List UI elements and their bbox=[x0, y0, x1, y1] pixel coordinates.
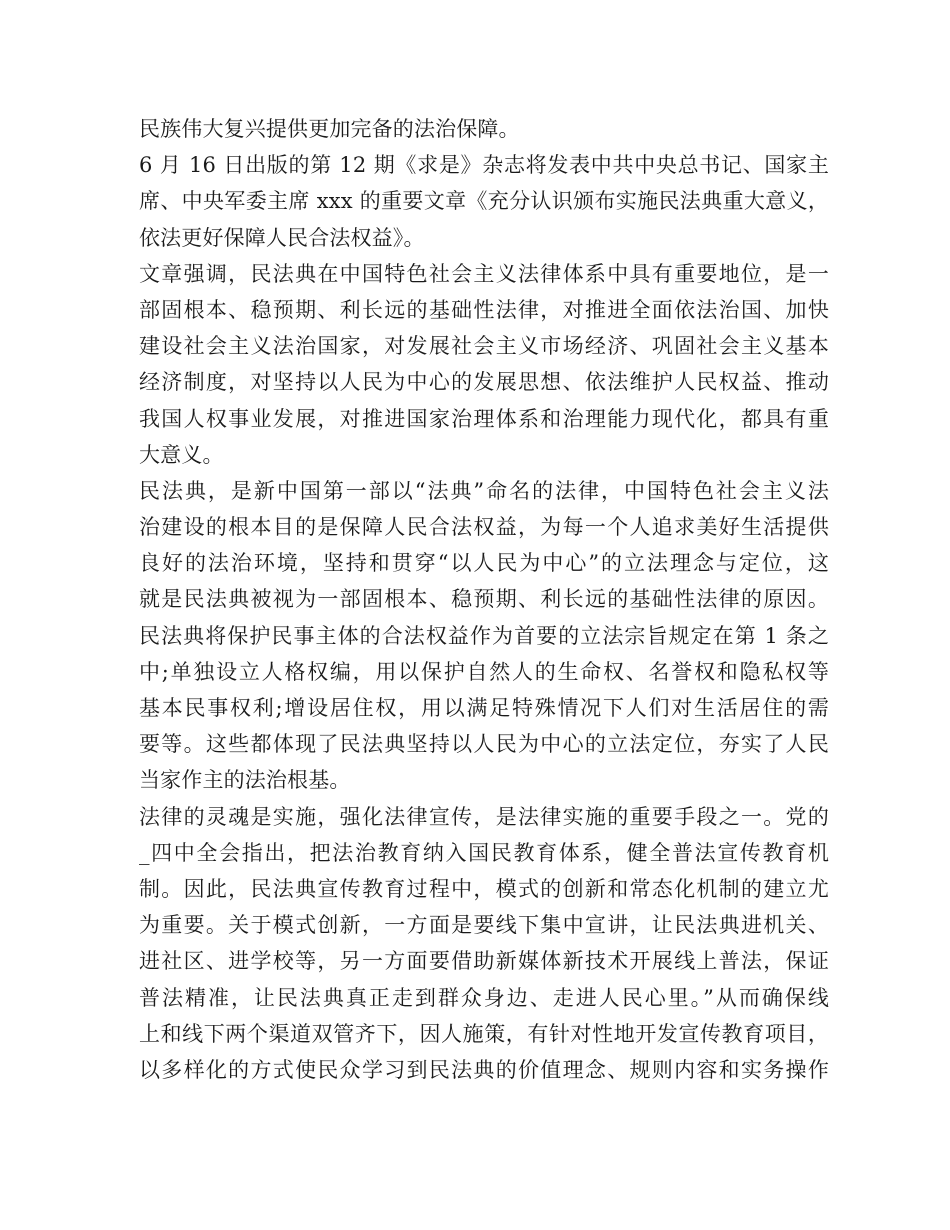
text-line: 进社区、进学校等，另一方面要借助新媒体新技术开展线上普法，保证 bbox=[139, 949, 829, 974]
text-line: 我国人权事业发展，对推进国家治理体系和治理能力现代化，都具有重 bbox=[139, 406, 829, 431]
text-line: 当家作主的法治根基。 bbox=[139, 768, 351, 793]
text-line: 要等。这些都体现了民法典坚持以人民为中心的立法定位，夯实了人民 bbox=[139, 732, 829, 757]
text-line: 法律的灵魂是实施，强化法律宣传，是法律实施的重要手段之一。党的 bbox=[139, 804, 829, 829]
text-line: 以多样化的方式使民众学习到民法典的价值理念、规则内容和实务操作 bbox=[139, 1057, 829, 1082]
text-line: 良好的法治环境，坚持和贯穿“以人民为中心”的立法理念与定位，这 bbox=[139, 551, 829, 576]
text-line: 文章强调，民法典在中国特色社会主义法律体系中具有重要地位，是一 bbox=[139, 261, 829, 286]
text-line: 6 月 16 日出版的第 12 期《求是》杂志将发表中共中央总书记、国家主 bbox=[139, 153, 829, 178]
text-line: 大意义。 bbox=[139, 442, 224, 467]
text-line: 部固根本、稳预期、利长远的基础性法律，对推进全面依法治国、加快 bbox=[139, 297, 829, 322]
text-line: 民法典将保护民事主体的合法权益作为首要的立法宗旨规定在第 1 条之 bbox=[139, 623, 829, 648]
text-line: 席、中央军委主席 xxx 的重要文章《充分认识颁布实施民法典重大意义， bbox=[139, 189, 829, 214]
text-line: 普法精准，让民法典真正走到群众身边、走进人民心里。”从而确保线 bbox=[139, 985, 829, 1010]
text-line: 上和线下两个渠道双管齐下，因人施策，有针对性地开发宣传教育项目， bbox=[139, 1021, 829, 1046]
document-body bbox=[139, 111, 829, 1088]
text-line: 依法更好保障人民合法权益》。 bbox=[139, 225, 425, 250]
text-line: 就是民法典被视为一部固根本、稳预期、利长远的基础性法律的原因。 bbox=[139, 587, 829, 612]
text-line: 民族伟大复兴提供更加完备的法治保障。 bbox=[139, 117, 520, 141]
text-line: 基本民事权利;增设居住权，用以满足特殊情况下人们对生活居住的需 bbox=[139, 696, 829, 720]
text-line: _四中全会指出，把法治教育纳入国民教育体系，健全普法宣传教育机 bbox=[139, 840, 829, 865]
text-line: 民法典，是新中国第一部以“法典”命名的法律，中国特色社会主义法 bbox=[139, 478, 829, 503]
text-line: 制。因此，民法典宣传教育过程中，模式的创新和常态化机制的建立尤 bbox=[139, 876, 829, 901]
text-line: 为重要。关于模式创新，一方面是要线下集中宣讲，让民法典进机关、 bbox=[139, 913, 829, 938]
text-line: 中;单独设立人格权编，用以保护自然人的生命权、名誉权和隐私权等 bbox=[139, 659, 829, 684]
text-line: 建设社会主义法治国家，对发展社会主义市场经济、巩固社会主义基本 bbox=[139, 334, 829, 359]
text-line: 经济制度，对坚持以人民为中心的发展思想、依法维护人民权益、推动 bbox=[139, 370, 829, 395]
text-line: 治建设的根本目的是保障人民合法权益，为每一个人追求美好生活提供 bbox=[139, 515, 829, 540]
